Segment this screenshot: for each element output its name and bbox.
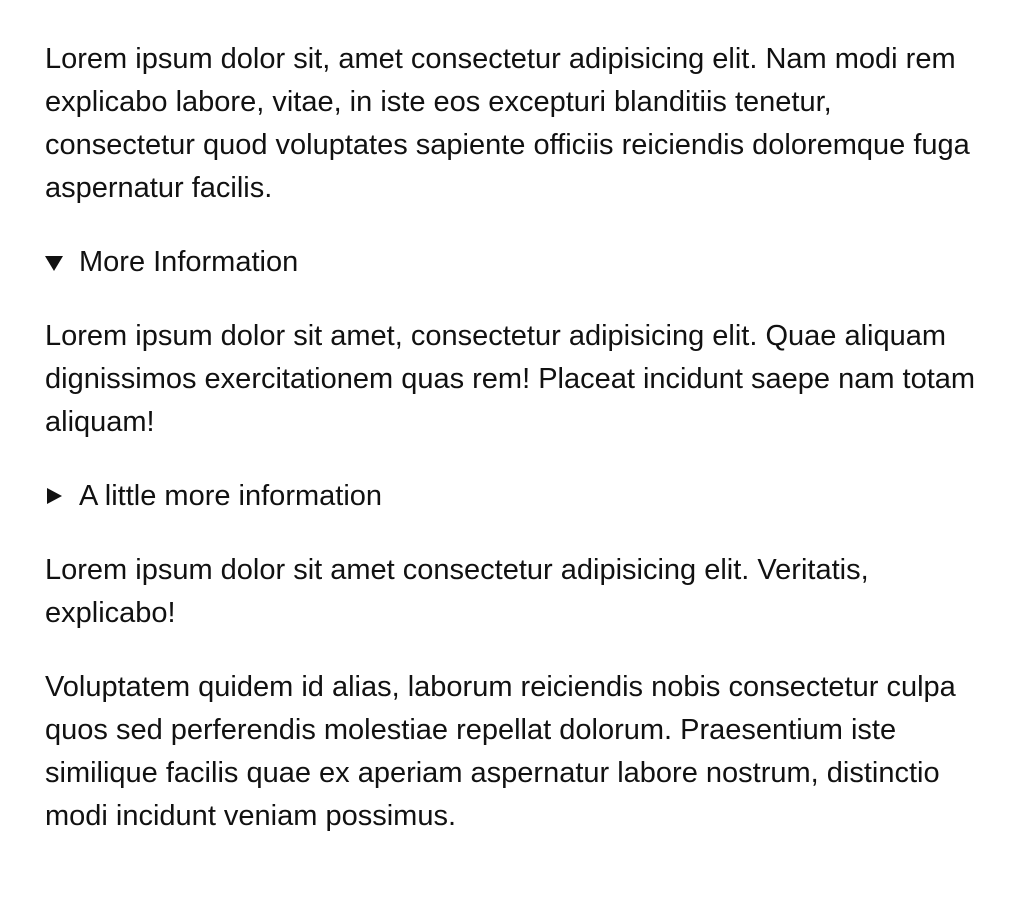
page-content xyxy=(45,38,985,838)
little-more-information-label: A little more information xyxy=(79,480,383,512)
more-information-body: Lorem ipsum dolor sit amet, consectetur adipisicing elit. Quae aliquam dignissimos exercitationem quas rem! Placeat incidunt saepe nam totam aliquam! xyxy=(45,320,976,438)
paragraph-voluptatem: Voluptatem quidem id alias, laborum reiciendis nobis consectetur culpa quos sed perferendis molestiae repellat dolorum. Praesentium iste similique facilis quae ex aperiam aspernatur labore nostrum, distinctio modi incidunt veniam possimus. xyxy=(45,671,956,832)
more-information-summary[interactable] xyxy=(45,241,985,284)
triangle-down-icon xyxy=(45,241,79,284)
triangle-right-icon xyxy=(45,475,79,518)
intro-paragraph: Lorem ipsum dolor sit, amet consectetur adipisicing elit. Nam modi rem explicabo labore, vitae, in iste eos excepturi blanditiis tenetur, consectetur quod voluptates sapiente officiis reiciendis doloremque fuga aspernatur facilis. xyxy=(45,43,970,204)
paragraph-veritatis: Lorem ipsum dolor sit amet consectetur adipisicing elit. Veritatis, explicabo! xyxy=(45,554,869,629)
more-information-label: More Information xyxy=(79,246,299,278)
little-more-information-details[interactable] xyxy=(45,475,985,518)
little-more-information-summary[interactable] xyxy=(45,475,985,518)
more-information-details[interactable] xyxy=(45,241,985,444)
